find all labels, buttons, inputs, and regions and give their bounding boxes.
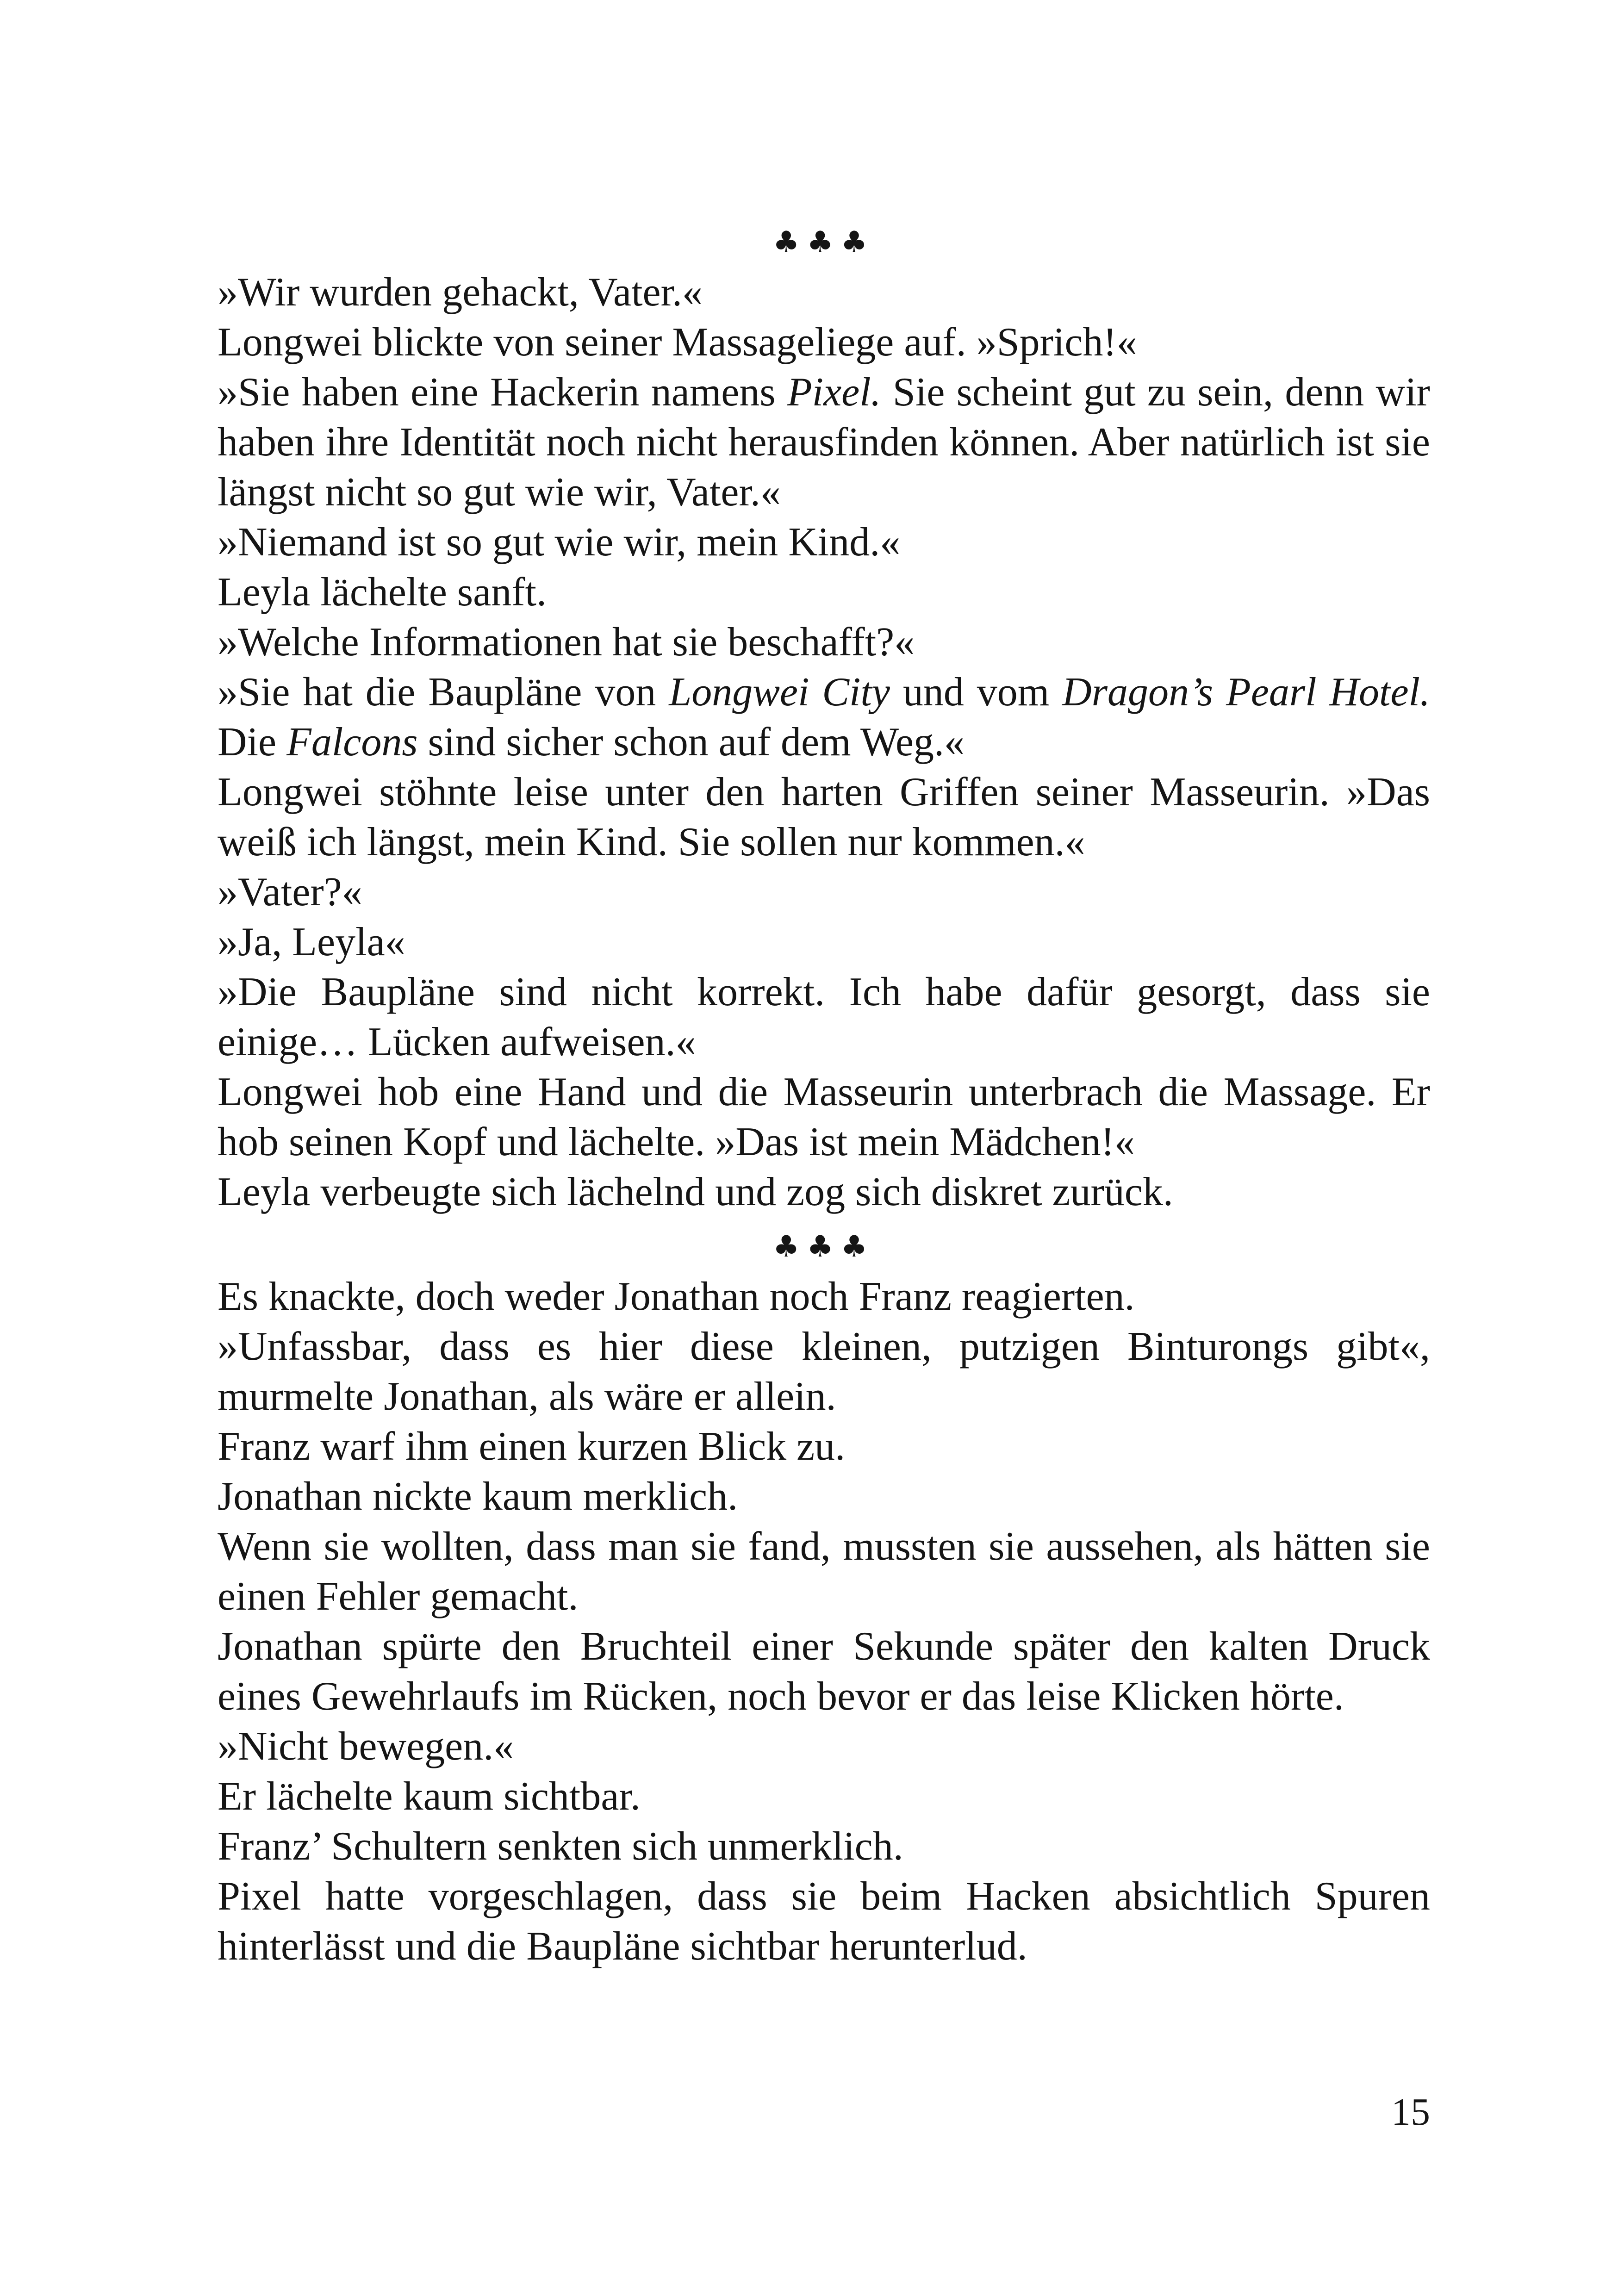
paragraph-text: Die	[218, 720, 287, 765]
paragraph: Es knackte, doch weder Jonathan noch Franz reagierten.	[218, 1274, 1135, 1319]
paragraph	[218, 667, 1430, 767]
paragraph: »Die Baupläne sind nicht korrekt. Ich habe dafür gesorgt, dass sie einige… Lücken aufweisen.«	[218, 970, 1430, 1064]
section-2	[218, 1222, 1430, 1972]
italic-name: Pixel.	[787, 370, 881, 415]
paragraph: Jonathan spürte den Bruchteil einer Sekunde später den kalten Druck eines Gewehrlaufs im Rücken, noch bevor er das leise Klicken hörte.	[218, 1624, 1430, 1719]
italic-name: Dragon’s Pearl Hotel.	[1062, 670, 1430, 715]
paragraph-text: und vom	[890, 670, 1063, 715]
section-1	[218, 218, 1430, 1217]
paragraph-text: »Sie hat die Baupläne von	[218, 670, 669, 715]
italic-name: Longwei City	[669, 670, 890, 715]
paragraph: Longwei blickte von seiner Massageliege auf. »Sprich!«	[218, 320, 1137, 365]
paragraph: »Wir wurden gehackt, Vater.«	[218, 270, 703, 315]
paragraph: Longwei stöhnte leise unter den harten Griffen seiner Masseurin. »Das weiß ich längst, mein Kind. Sie sollen nur kommen.«	[218, 770, 1430, 865]
paragraph-text: »Sie haben eine Hackerin namens	[218, 370, 787, 415]
section-separator: ♣♣♣	[772, 1230, 875, 1264]
paragraph: »Nicht bewegen.«	[218, 1724, 514, 1769]
paragraph: Franz warf ihm einen kurzen Blick zu.	[218, 1424, 846, 1469]
italic-name: Falcons	[286, 720, 418, 765]
paragraph: Wenn sie wollten, dass man sie fand, mussten sie aussehen, als hätten sie einen Fehler gemacht.	[218, 1524, 1430, 1619]
page-number: 15	[1391, 2091, 1430, 2134]
paragraph	[218, 367, 1430, 517]
paragraph-text: Sie scheint gut zu sein, denn wir haben ihre Identität noch nicht herausfinden können. Aber natürlich ist sie längst nicht so gut wie wir, Vater.«	[218, 370, 1430, 515]
paragraph: »Vater?«	[218, 870, 362, 915]
paragraph: Longwei hob eine Hand und die Masseurin unterbrach die Massage. Er hob seinen Kopf und lächelte. »Das ist mein Mädchen!«	[218, 1070, 1430, 1164]
paragraph: »Unfassbar, dass es hier diese kleinen, putzigen Binturongs gibt«, murmelte Jonathan, als wäre er allein.	[218, 1324, 1430, 1419]
paragraph: Pixel hatte vorgeschlagen, dass sie beim Hacken absichtlich Spuren hinterlässt und die Baupläne sichtbar herunterlud.	[218, 1874, 1430, 1969]
section-separator: ♣♣♣	[772, 225, 875, 260]
paragraph: Jonathan nickte kaum merklich.	[218, 1474, 738, 1519]
paragraph: Leyla lächelte sanft.	[218, 570, 547, 615]
paragraph: Franz’ Schultern senkten sich unmerklich.	[218, 1824, 903, 1869]
paragraph: »Welche Informationen hat sie beschafft?«	[218, 620, 915, 665]
paragraph: Er lächelte kaum sichtbar.	[218, 1774, 641, 1819]
paragraph: »Niemand ist so gut wie wir, mein Kind.«	[218, 520, 901, 565]
paragraph: Leyla verbeugte sich lächelnd und zog sich diskret zurück.	[218, 1170, 1173, 1214]
paragraph-text: sind sicher schon auf dem Weg.«	[417, 720, 965, 765]
paragraph: »Ja, Leyla«	[218, 920, 405, 964]
